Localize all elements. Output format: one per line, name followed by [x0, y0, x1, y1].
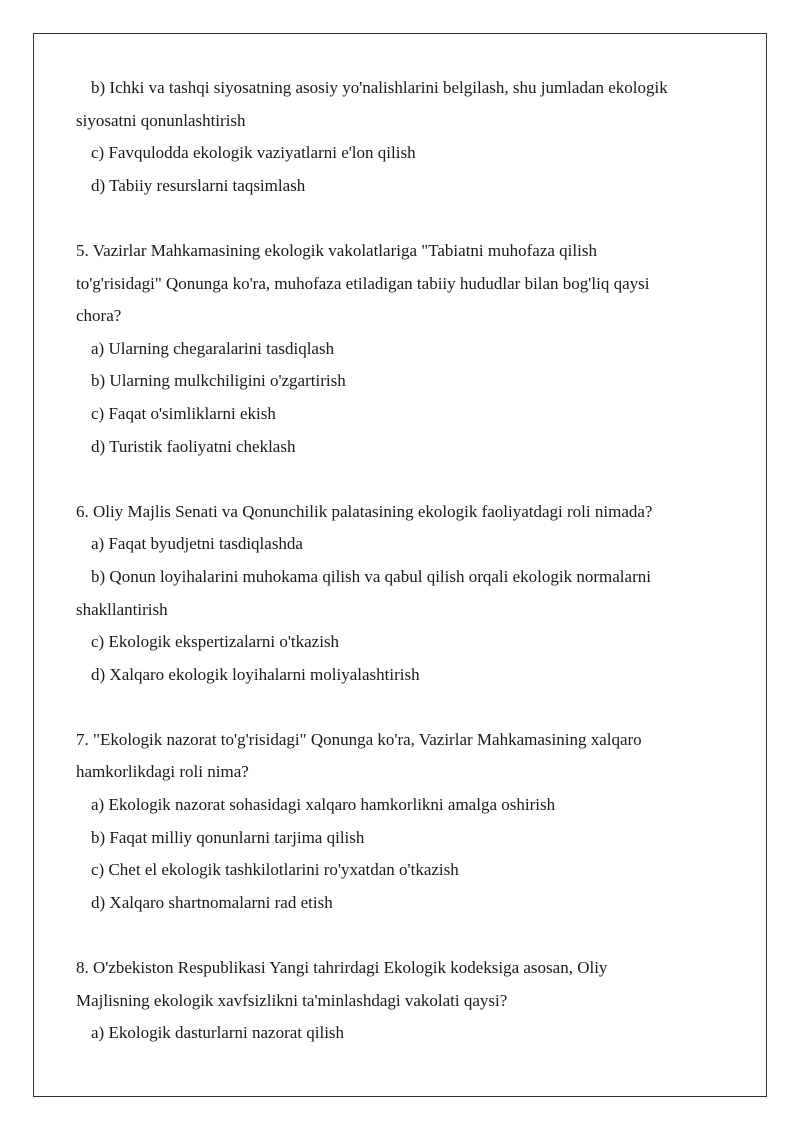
- question-text-continued: to'g'risidagi" Qonunga ko'ra, muhofaza etiladigan tabiiy hududlar bilan bog'liq qaysi: [76, 273, 650, 293]
- document-body: [76, 72, 736, 1050]
- question-text-continued: hamkorlikdagi roli nima?: [76, 762, 249, 782]
- option-c: c) Ekologik ekspertizalarni o'tkazish: [91, 632, 340, 652]
- option-c: c) Chet el ekologik tashkilotlarini ro'yxatdan o'tkazish: [91, 860, 459, 880]
- option-d: d) Xalqaro shartnomalarni rad etish: [91, 892, 333, 912]
- spacer: [76, 202, 736, 235]
- question-text: 7. "Ekologik nazorat to'g'risidagi" Qonunga ko'ra, Vazirlar Mahkamasining xalqaro: [76, 729, 642, 749]
- option-c: c) Faqat o'simliklarni ekish: [91, 403, 276, 423]
- question-6: [76, 496, 736, 692]
- question-text: 5. Vazirlar Mahkamasining ekologik vakolatlariga "Tabiatni muhofaza qilish: [76, 240, 597, 260]
- question-text-continued: Majlisning ekologik xavfsizlikni ta'minlashdagi vakolati qaysi?: [76, 990, 508, 1010]
- option-b: b) Faqat milliy qonunlarni tarjima qilish: [91, 827, 365, 847]
- question-text: 8. O'zbekiston Respublikasi Yangi tahrirdagi Ekologik kodeksiga asosan, Oliy: [76, 958, 608, 978]
- option-b-continued: siyosatni qonunlashtirish: [76, 110, 246, 130]
- option-b: b) Ularning mulkchiligini o'zgartirish: [91, 371, 346, 391]
- option-b: b) Qonun loyihalarini muhokama qilish va qabul qilish orqali ekologik normalarni: [91, 566, 651, 586]
- option-b-continued: shakllantirish: [76, 599, 168, 619]
- spacer: [76, 463, 736, 496]
- option-a: a) Ekologik dasturlarni nazorat qilish: [91, 1023, 345, 1043]
- option-b: b) Ichki va tashqi siyosatning asosiy yo'nalishlarini belgilash, shu jumladan ekologik: [91, 78, 668, 97]
- spacer: [76, 919, 736, 952]
- option-a: a) Faqat byudjetni tasdiqlashda: [91, 534, 303, 554]
- option-c: c) Favqulodda ekologik vaziyatlarni e'lon qilish: [91, 143, 416, 163]
- question-text-continued: chora?: [76, 306, 122, 326]
- question-5: [76, 235, 736, 463]
- question-4-continuation: [76, 72, 736, 202]
- spacer: [76, 691, 736, 724]
- question-text: 6. Oliy Majlis Senati va Qonunchilik palatasining ekologik faoliyatdagi roli nimada?: [76, 501, 653, 521]
- question-7: [76, 724, 736, 920]
- option-a: a) Ularning chegaralarini tasdiqlash: [91, 338, 335, 358]
- option-d: d) Xalqaro ekologik loyihalarni moliyalashtirish: [91, 664, 420, 684]
- option-a: a) Ekologik nazorat sohasidagi xalqaro hamkorlikni amalga oshirish: [91, 795, 556, 815]
- option-d: d) Turistik faoliyatni cheklash: [91, 436, 296, 456]
- question-8: [76, 952, 736, 1050]
- option-d: d) Tabiiy resurslarni taqsimlash: [91, 175, 306, 195]
